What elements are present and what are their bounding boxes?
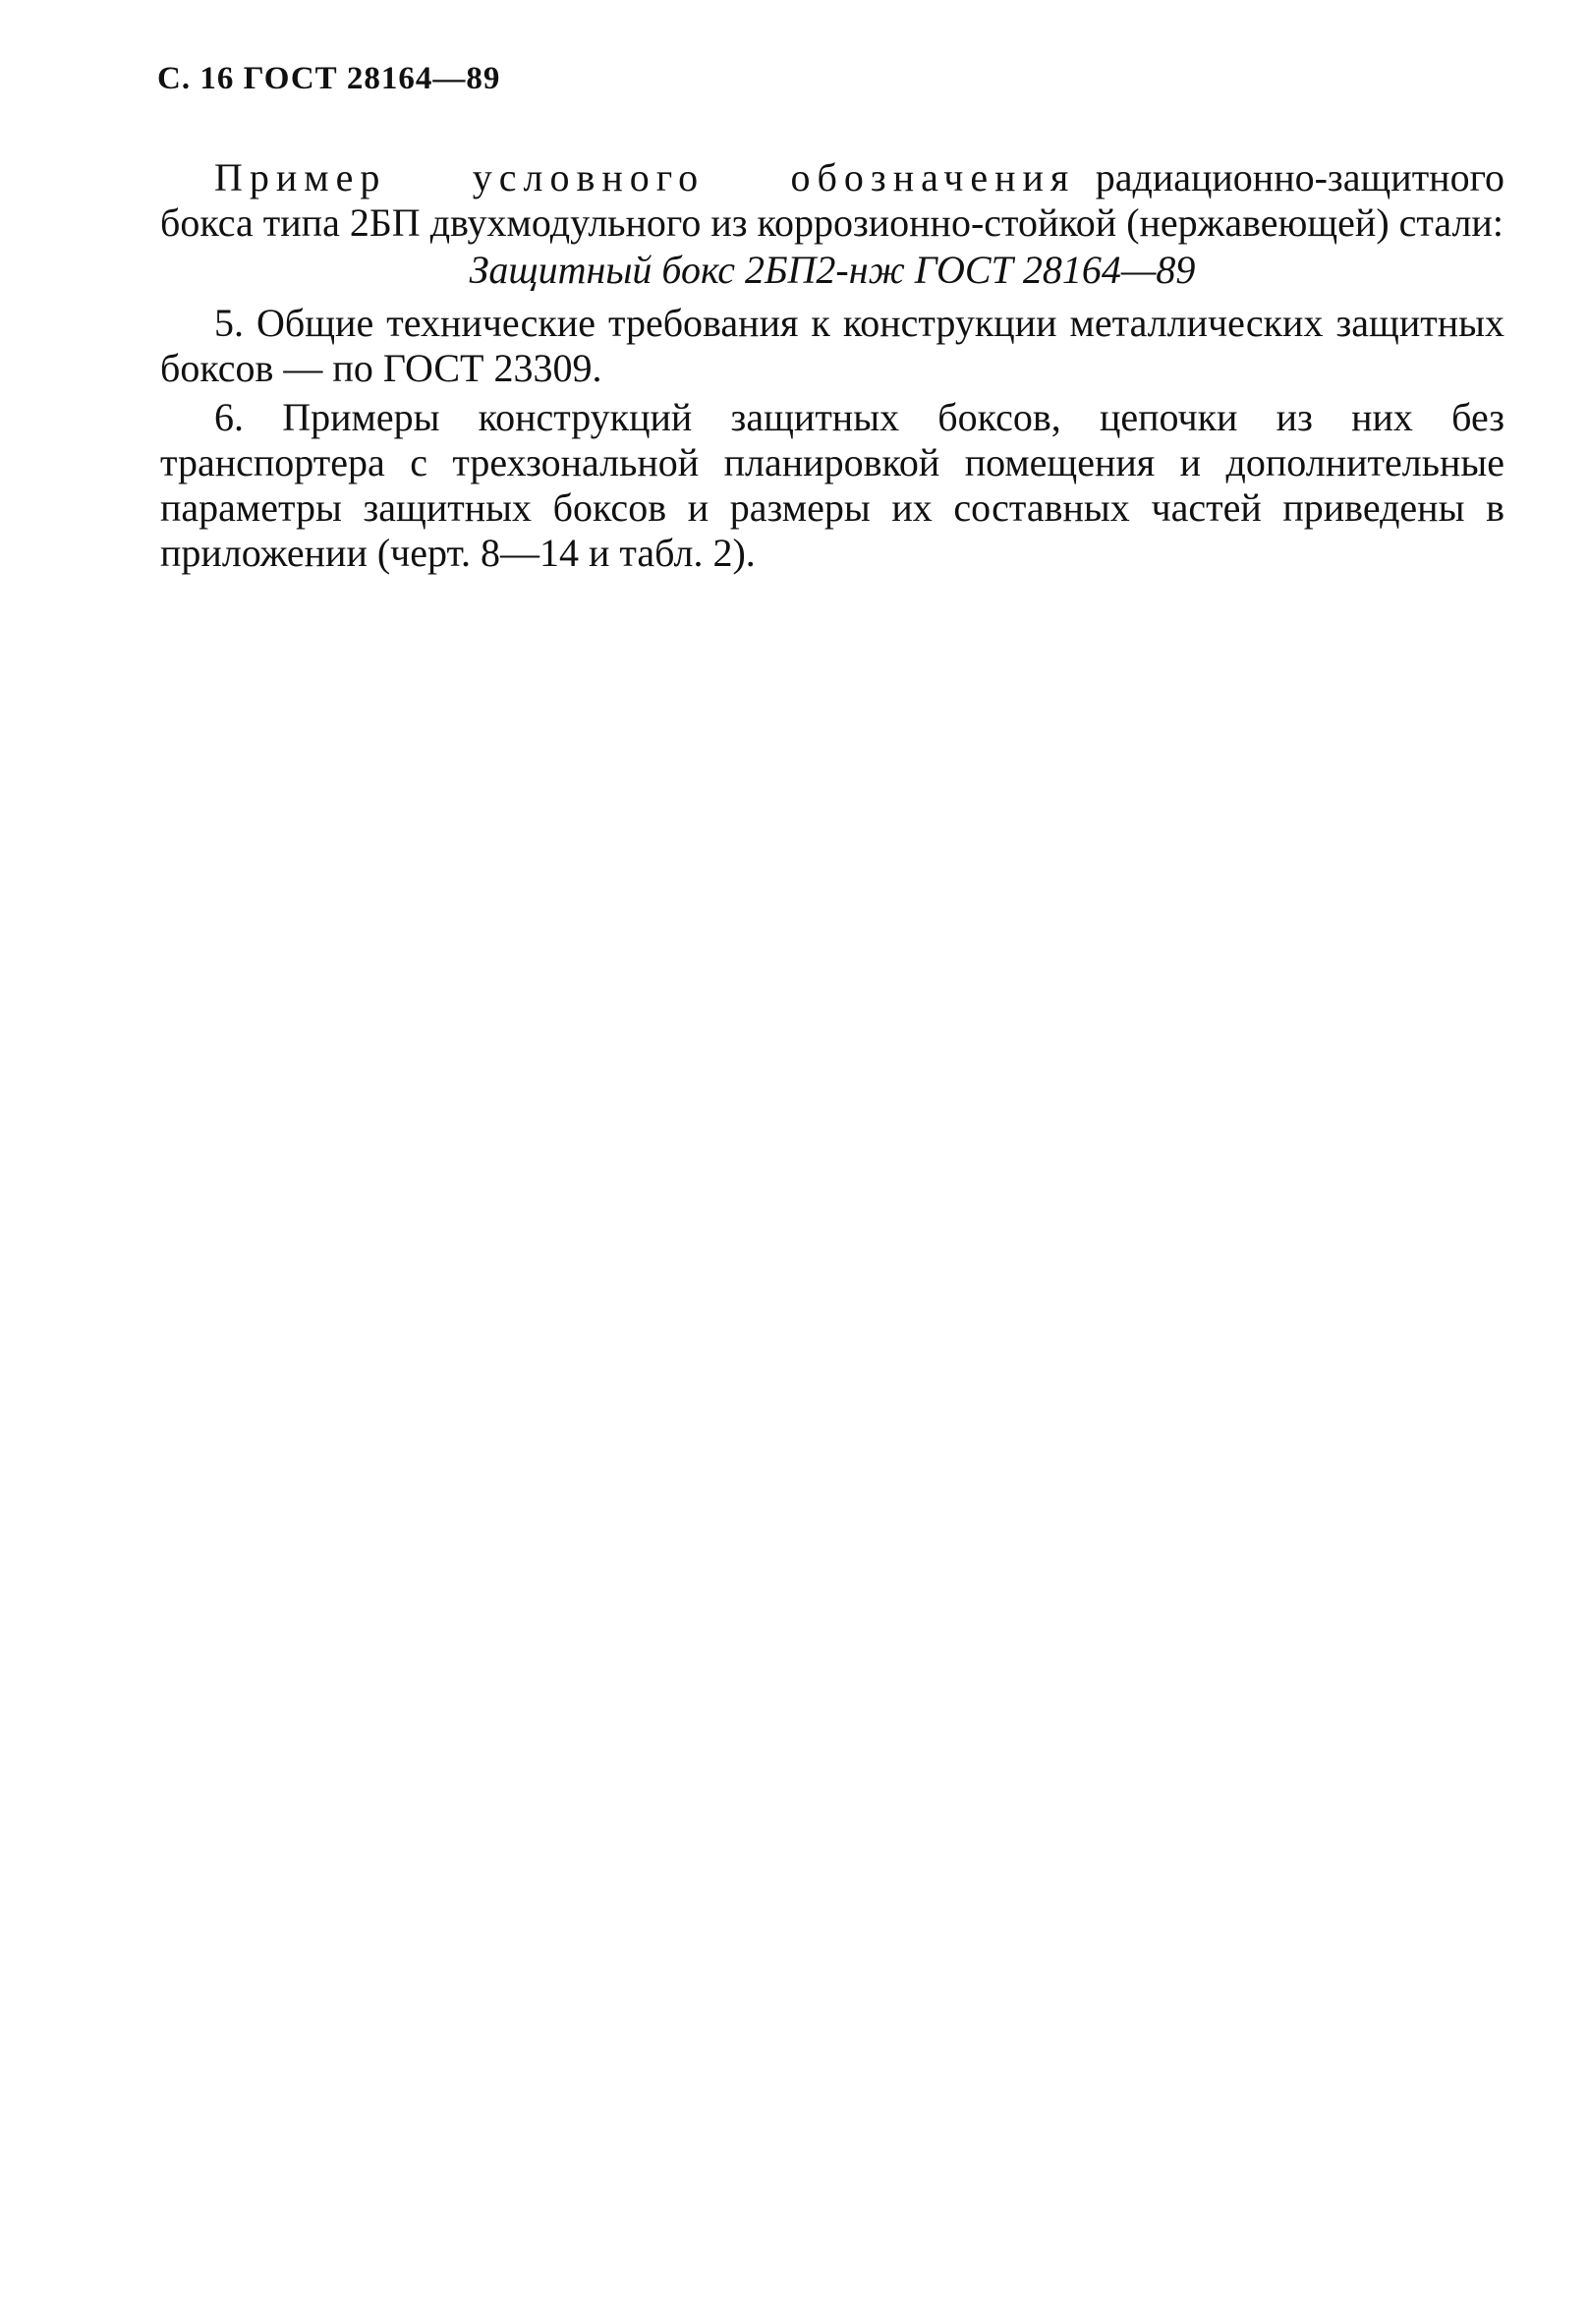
page-header: С. 16 ГОСТ 28164—89 (157, 61, 501, 96)
designation-intro-paragraph (160, 155, 1504, 246)
item-5-paragraph: 5. Общие технические требования к конструкции металлических защитных боксов — по ГОСТ 23309. (160, 301, 1504, 390)
intro-rest: радиационно-защитного бокса типа 2БП двухмодульного из коррозионно-стойкой (нержавеющей) стали: (160, 155, 1504, 245)
item-6-paragraph: 6. Примеры конструкций защитных боксов, цепочки из них без транспортера с трехзональной планировкой помещения и дополнительные параметры защитных боксов и размеры их составных частей приведены в приложении (черт. 8—14 и табл. 2). (160, 395, 1504, 575)
designation-example: Защитный бокс 2БП2-нж ГОСТ 28164—89 (469, 248, 1196, 292)
intro-lead-spaced: Пример условного обозначения (214, 155, 1076, 199)
document-body (160, 155, 1504, 576)
